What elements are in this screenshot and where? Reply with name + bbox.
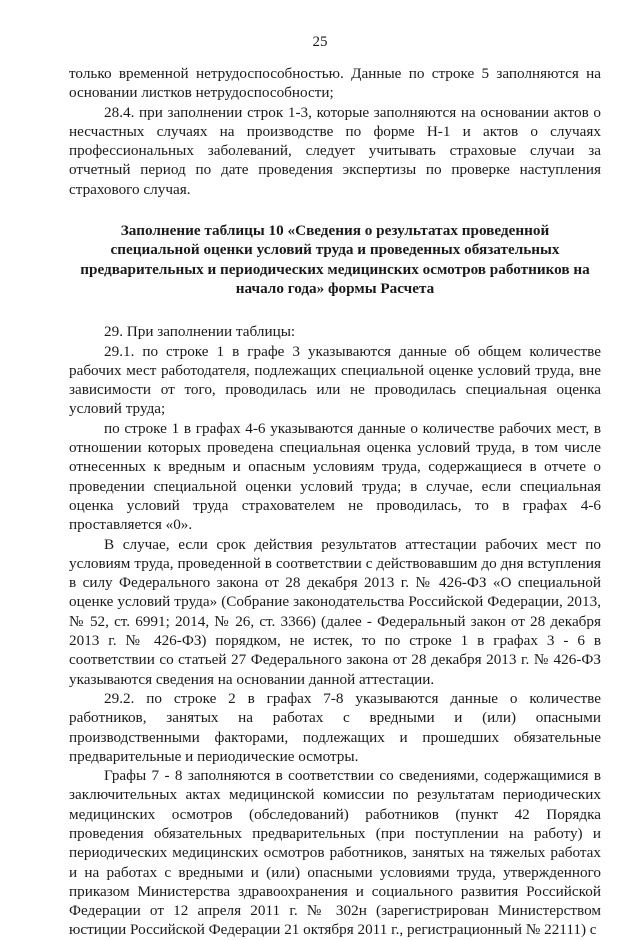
paragraph-line1-columns: по строке 1 в графах 4-6 указываются данные о количестве рабочих мест, в отношении которых проведена специальная оценка условий труда, в том числе отнесенных к вредным и опасным условиям труда, содержащиеся в отчете о проведении специальной оценки условий труда; в случае, если специальная оценка условий труда страхователем не проводилась, то в графах 4-6 проставляется «0».: [69, 419, 601, 534]
paragraph-attestation: В случае, если срок действия результатов аттестации рабочих мест по условиям труда, проведенной в соответствии с действовавшим до дня вступления в силу Федерального закона от 28 декабря 2013 г. № 426-ФЗ «О специальной оценке условий труда» (Собрание законодательства Российской Федерации, 2013, № 52, ст. 6991; 2014, № 26, ст. 3366) (далее - Федеральный закон от 28 декабря 2013 г. № 426-ФЗ) порядком, не истек, то по строке 1 в графах 3 - 6 в соответствии со статьей 27 Федерального закона от 28 декабря 2013 г. № 426-ФЗ указываются сведения на основании данной аттестации.: [69, 535, 601, 688]
section-heading: Заполнение таблицы 10 «Сведения о результатах проведенной специальной оценки условий труда и проведенных обязательных предварительных и периодических медицинских осмотров работников на начало года» формы Расчета: [80, 222, 590, 297]
page-number: 25: [312, 34, 328, 50]
paragraph-29: 29. При заполнении таблицы:: [104, 323, 296, 341]
paragraph-29-2: 29.2. по строке 2 в графах 7-8 указываются данные о количестве работников, занятых на работах с вредными и (или) опасными производственными факторами, подлежащих и прошедших обязательные предварительные и периодические осмотры.: [69, 689, 601, 765]
paragraph-continuation: только временной нетрудоспособностью. Данные по строке 5 заполняются на основании листков нетрудоспособности;: [69, 65, 601, 102]
document-body: [69, 64, 601, 940]
paragraph-columns-7-8: Графы 7 - 8 заполняются в соответствии со сведениями, содержащимися в заключительных актах медицинской комиссии по результатам периодических медицинских осмотров (обследований) работников (пункт 42 Порядка проведения обязательных предварительных (при поступлении на работу) и периодических медицинских осмотров работников, занятых на тяжелых работах и на работах с вредными и (или) опасными условиями труда, утвержденного приказом Министерства здравоохранения и социального развития Российской Федерации от 12 апреля 2011 г. № 302н (зарегистрирован Министерством юстиции Российской Федерации 21 октября 2011 г., регистрационный № 22111) с: [69, 767, 601, 939]
paragraph-28-4: 28.4. при заполнении строк 1-3, которые заполняются на основании актов о несчастных случаях на производстве по форме Н-1 и актов о случаях профессиональных заболеваний, следует учитывать страховые случаи за отчетный период по дате проведения экспертизы по проверке наступления страхового случая.: [69, 103, 601, 198]
paragraph-29-1: 29.1. по строке 1 в графе 3 указываются данные об общем количестве рабочих мест работодателя, подлежащих специальной оценке условий труда, вне зависимости от того, проводилась или не проводилась специальная оценка условий труда;: [69, 342, 601, 418]
